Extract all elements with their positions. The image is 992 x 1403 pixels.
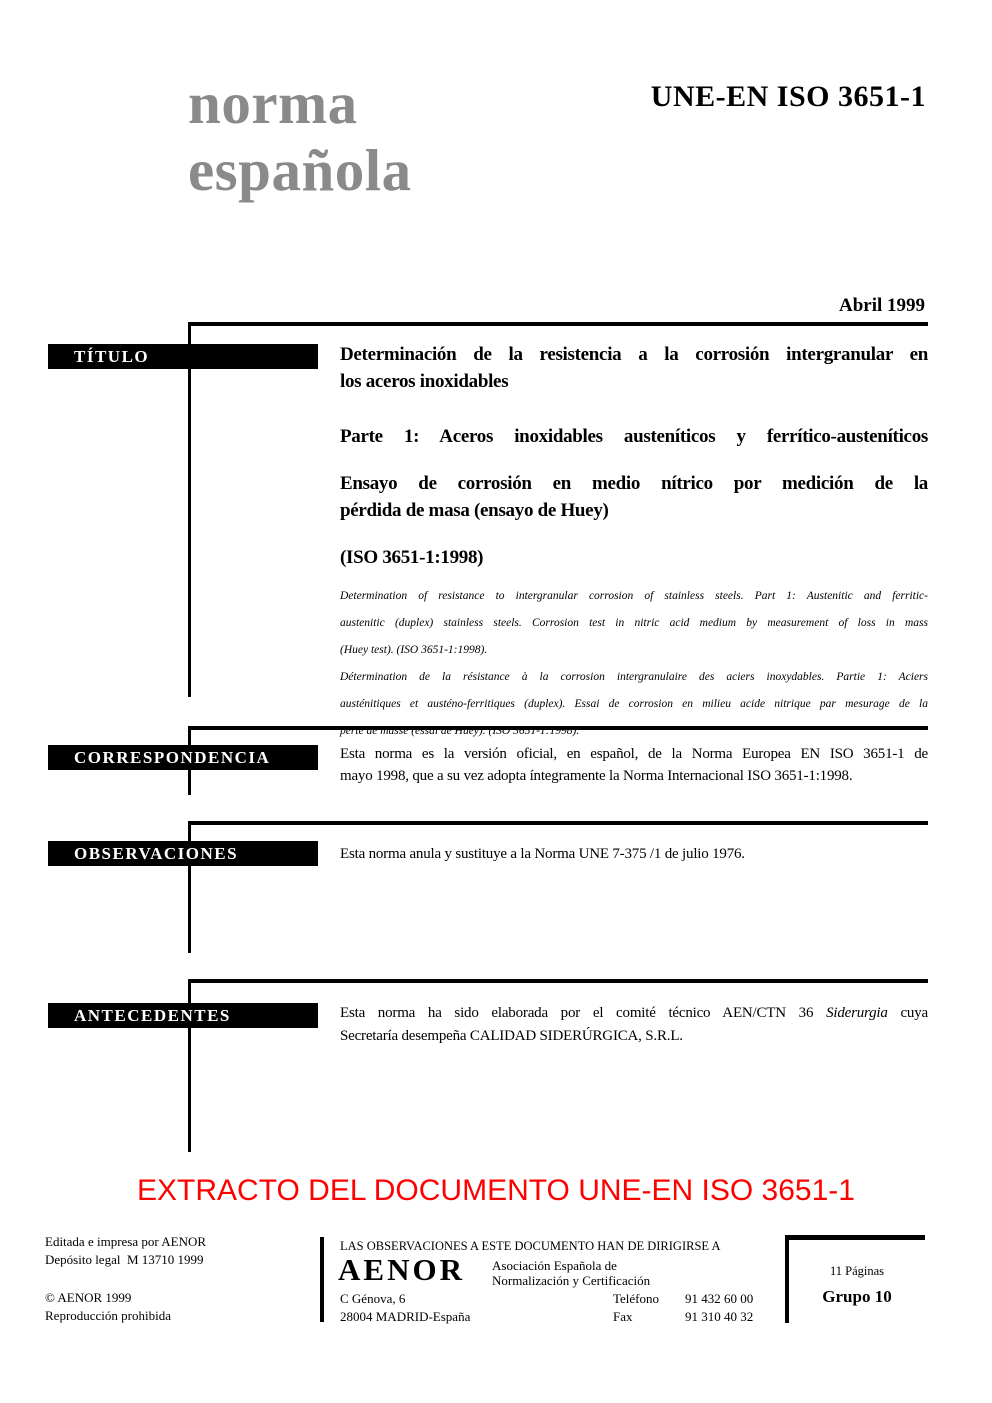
logo-word-espanola: española [188, 137, 412, 203]
committee-name-italic: Siderurgia [826, 1005, 888, 1021]
footer-copyright-info [45, 1289, 171, 1325]
titulo-section-bar [48, 344, 318, 369]
footer-legal-deposit: Depósito legal M 13710 1999 [45, 1252, 204, 1267]
document-code: UNE-EN ISO 3651-1 [650, 80, 926, 113]
title-iso-reference: (ISO 3651-1:1998) [340, 547, 484, 568]
group-number: Grupo 10 [822, 1287, 892, 1306]
footer-publisher-info [45, 1233, 206, 1269]
correspondencia-text: Esta norma es la versión oficial, en español, de la Norma Europea EN ISO 3651-1 de mayo 1998, que a su vez adopta íntegramente la Norma Internacional ISO 3651-1:1998. [340, 746, 928, 784]
footer-reproduction: Reproducción prohibida [45, 1308, 171, 1323]
antecedentes-label: ANTECEDENTES [74, 1006, 231, 1025]
fax-label: Fax [613, 1309, 633, 1324]
antecedentes-section-bar [48, 1003, 318, 1028]
title-test-line: Ensayo de corrosión en medio nítrico por medición de la pérdida de masa (ensayo de Huey) [340, 473, 928, 521]
footer-notice: LAS OBSERVACIONES A ESTE DOCUMENTO HAN DE DIRIGIRSE A [340, 1239, 721, 1253]
extracto-banner: EXTRACTO DEL DOCUMENTO UNE-EN ISO 3651-1 [137, 1174, 855, 1207]
title-content [340, 341, 928, 745]
phone-label: Teléfono [613, 1291, 660, 1306]
antecedentes-top-rule [188, 979, 928, 983]
fax-value: 91 310 40 32 [685, 1309, 754, 1324]
aenor-full-name: Asociación Española de Normalización y Certificación [492, 1258, 651, 1288]
antecedentes-text: Esta norma ha sido elaborada por el comité técnico AEN/CTN 36 Siderurgia cuya Secretaría desempeña CALIDAD SIDERÚRGICA, S.R.L. [340, 1005, 928, 1044]
logo-word-norma: norma [188, 70, 358, 136]
pages-count: 11 Páginas [829, 1264, 885, 1278]
phone-value: 91 432 60 00 [685, 1291, 754, 1306]
observaciones-section-bar [48, 841, 318, 866]
aenor-address: C Génova, 6 28004 MADRID-España [340, 1291, 471, 1324]
title-text-fr: Détermination de la résistance à la corrosion intergranulaire des aciers inoxydables. Partie 1: Aciers austénitiques et austéno-ferritiques (duplex). Essai de corrosion en milieu acide nitrique par mesurage de la perte de masse (essai de Huey). (ISO 3651-1:1998). [340, 671, 928, 737]
titulo-vertical-rule [188, 322, 191, 697]
title-text-es: Determinación de la resistencia a la corrosión intergranular en los aceros inoxidables [340, 344, 928, 392]
titulo-label: TÍTULO [74, 347, 150, 366]
title-text-en: Determination of resistance to intergranular corrosion of stainless steels. Part 1: Austenitic and ferritic- austenitic (duplex) stainless steels. Corrosion test in nitric acid medium by measurement of loss in mass (Huey test). (ISO 3651-1:1998). [340, 590, 928, 656]
observaciones-text: Esta norma anula y sustituye a la Norma UNE 7-375 /1 de julio 1976. [340, 846, 745, 862]
correspondencia-label: CORRESPONDENCIA [74, 748, 271, 767]
norma-espanola-logo [188, 70, 412, 204]
footer-pages-box [785, 1235, 925, 1323]
issue-date: Abril 1999 [838, 295, 925, 316]
footer-divider [320, 1237, 324, 1322]
titulo-top-rule [188, 322, 928, 326]
footer-edited-by: Editada e impresa por AENOR [45, 1234, 207, 1249]
observaciones-label: OBSERVACIONES [74, 844, 239, 863]
footer-copyright: © AENOR 1999 [45, 1290, 132, 1305]
title-part-line: Parte 1: Aceros inoxidables austeníticos y ferrítico-austeníticos [340, 426, 928, 447]
correspondencia-section-bar [48, 745, 318, 770]
observaciones-top-rule [188, 821, 928, 825]
aenor-logo: AENOR [338, 1252, 465, 1287]
